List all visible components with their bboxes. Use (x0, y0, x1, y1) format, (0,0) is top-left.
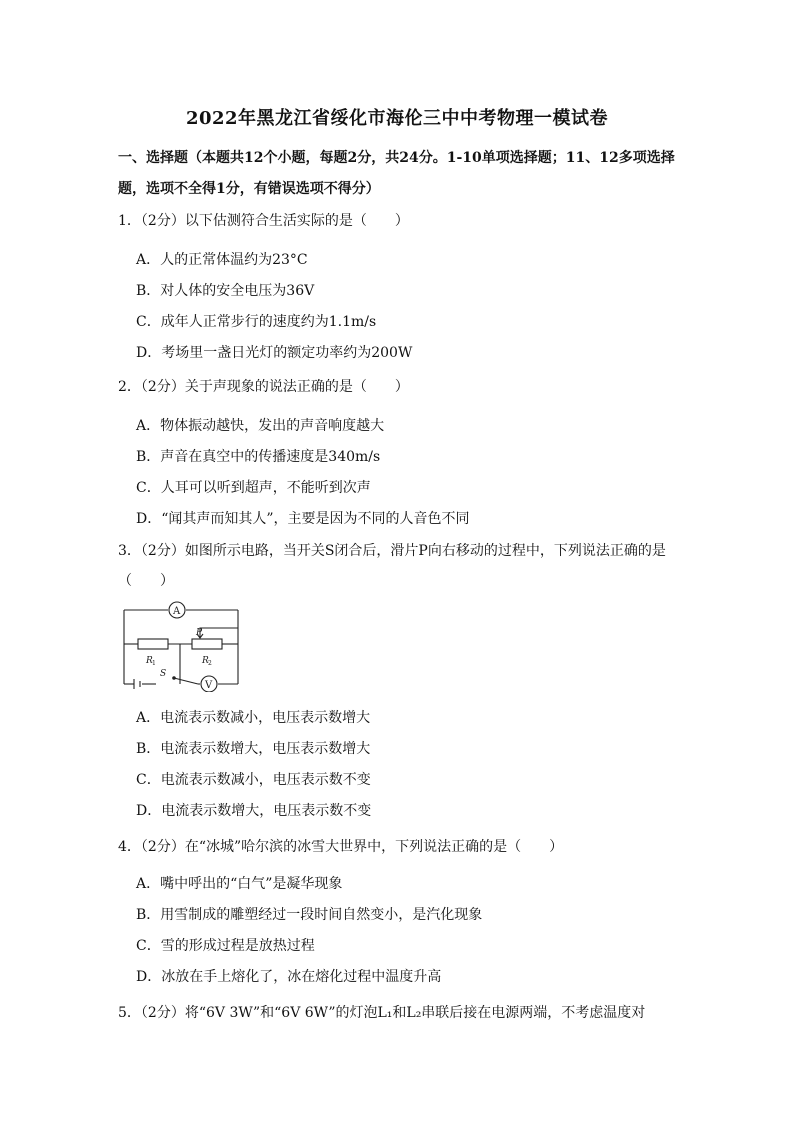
question-2-option-c: C．人耳可以听到超声，不能听到次声 (136, 480, 371, 496)
question-1-option-b: B．对人体的安全电压为36V (136, 283, 315, 299)
section-heading: 一、选择题（本题共12个小题，每题2分，共24分。1-10单项选择题；11、12多项选择题，选项不全得1分，有错误选项不得分） (118, 150, 675, 197)
question-3-stem-continued: （ ） (118, 573, 174, 589)
question-3-stem: 3．（2分）如图所示电路，当开关S闭合后，滑片P向右移动的过程中，下列说法正确的是 (118, 543, 666, 559)
slider-label: P (196, 628, 203, 638)
question-3-option-c: C．电流表示数减小，电压表示数不变 (136, 772, 371, 788)
question-2-option-b: B．声音在真空中的传播速度是340m/s (136, 449, 381, 465)
switch-pivot (172, 676, 176, 680)
voltmeter-label: V (205, 680, 213, 691)
resistor-r2-label: R (202, 656, 209, 666)
question-3-option-a: A．电流表示数减小，电压表示数增大 (136, 710, 371, 726)
question-3-option-b: B．电流表示数增大，电压表示数增大 (136, 741, 371, 757)
resistor-r1-label: R (146, 656, 153, 666)
question-4-option-c: C．雪的形成过程是放热过程 (136, 938, 315, 954)
question-1-option-d: D．考场里一盏日光灯的额定功率约为200W (136, 345, 413, 361)
question-2-option-d: D．“闻其声而知其人”，主要是因为不同的人音色不同 (136, 511, 470, 527)
question-1-option-a: A．人的正常体温约为23°C (136, 252, 308, 268)
resistor-r1-subscript: 1 (152, 660, 156, 667)
question-5-stem: 5．（2分）将“6V 3W”和“6V 6W”的灯泡L₁和L₂串联后接在电源两端，不考虑温度对 (118, 1005, 646, 1021)
question-1-option-c: C．成年人正常步行的速度约为1.1m/s (136, 314, 377, 330)
question-4-stem: 4．（2分）在“冰城”哈尔滨的冰雪大世界中，下列说法正确的是（ ） (118, 839, 564, 855)
question-4-option-b: B．用雪制成的雕塑经过一段时间自然变小，是汽化现象 (136, 907, 483, 923)
circuit-diagram (120, 600, 244, 692)
exam-title: 2022年黑龙江省绥化市海伦三中中考物理一模试卷 (185, 108, 609, 129)
question-4-option-d: D．冰放在手上熔化了，冰在熔化过程中温度升高 (136, 969, 442, 985)
question-2-option-a: A．物体振动越快，发出的声音响度越大 (136, 418, 385, 434)
ammeter-label: A (173, 606, 181, 617)
resistor-r2-subscript: 2 (208, 660, 212, 667)
question-2-stem: 2．（2分）关于声现象的说法正确的是（ ） (118, 379, 409, 395)
switch-label: S (160, 669, 167, 679)
question-3-option-d: D．电流表示数增大，电压表示数不变 (136, 803, 372, 819)
question-1-stem: 1．（2分）以下估测符合生活实际的是（ ） (118, 213, 409, 229)
question-4-option-a: A．嘴中呼出的“白气”是凝华现象 (136, 876, 343, 892)
